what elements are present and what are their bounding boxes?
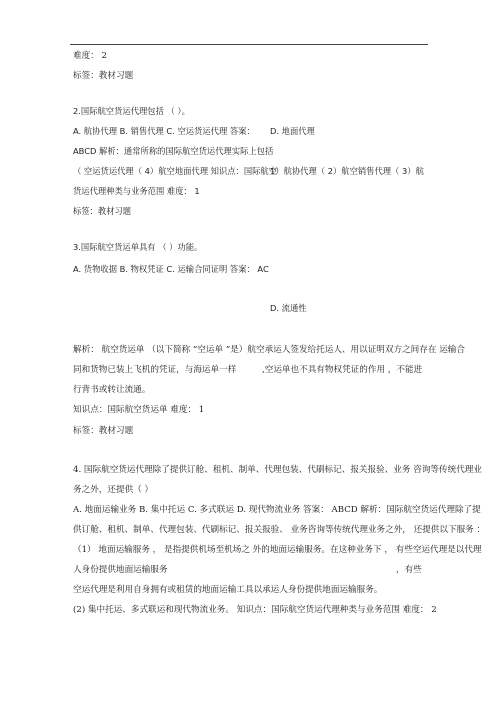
q3-explanation-line-3: 行背书或转让流通。 bbox=[73, 385, 151, 395]
q2-tag: 标签：教材习题 bbox=[73, 206, 132, 216]
q2-answer-line-1: ABCD 解析：通常所称的国际航空货运代理实际上包括 bbox=[73, 146, 274, 156]
q4-line-7: 空运代理是利用自身拥有或租赁的地面运输工具以承运人身份提供地面运输服务。 bbox=[73, 585, 383, 595]
q4-line-2: 务之外，还提供（ ） bbox=[73, 485, 154, 495]
q2-options: A. 航协代理 B. 销售代理 C. 空运货运代理 答案： bbox=[73, 126, 255, 136]
q4-line-5: （1） 地面运输服务 ， 是指提供机场至机场之 外的地面运输服务。在这种业务下 ， 有些空运代理是以代理 bbox=[73, 545, 482, 555]
q3-knowledge-point: 知识点：国际航空货运单 难度： 1 bbox=[73, 405, 205, 415]
q3-options: A. 货物收据 B. 物权凭证 C. 运输合同证明 答案： AC bbox=[73, 264, 269, 274]
difficulty-line: 难度： 2 bbox=[73, 51, 107, 61]
q4-line-6: 人身份提供地面运输服务 bbox=[73, 565, 168, 575]
top-rule bbox=[70, 44, 428, 45]
q3-stem: 3.国际航空货运单具有 （ ）功能。 bbox=[73, 242, 203, 252]
q2-answer-line-3: 货运代理种类与业务范围 难度： 1 bbox=[73, 186, 200, 196]
q3-explanation-line-1: 解析： 航空货运单 （以下简称 “空运单 ”是）航空承运人签发给托运人、用以证明双方之间存在 运输合 bbox=[73, 345, 465, 355]
q4-line-6-right: ，有些 bbox=[396, 565, 422, 575]
q4-line-4: 供订舱、租机、制单、代理包装、代刷标记、报关报验、 业务咨询等传统代理业务之外， 还提供以下服务 ： bbox=[73, 525, 486, 535]
q3-option-d: D. 流通性 bbox=[270, 303, 307, 313]
q2-answer-line-2: （ 空运货运代理（ 4）航空地面代理 知识点：国际航空 bbox=[73, 166, 278, 176]
q2-option-d: D. 地面代理 bbox=[270, 126, 315, 136]
q4-line-8: (2) 集中托运、多式联运和现代物流业务。 知识点：国际航空货运代理种类与业务范围 难度： 2 bbox=[73, 605, 437, 615]
tag-line: 标签：教材习题 bbox=[73, 71, 134, 81]
q3-tag: 标签：教材习题 bbox=[73, 426, 134, 436]
q4-line-3: A. 地面运输业务 B. 集中托运 C. 多式联运 D. 现代物流业务 答案： ABCD 解析：国际航空货运代理除了提 bbox=[73, 505, 481, 515]
q2-answer-line-2-right: 1）航协代理（ 2）航空销售代理（ 3）航 bbox=[270, 166, 424, 176]
q3-explanation-line-2: 同和货物已装上飞机的凭证，与海运单一样 bbox=[73, 365, 237, 375]
q3-explanation-line-2-right: ,空运单也不具有物权凭证的作用 ，不能进 bbox=[262, 365, 423, 375]
q4-line-1: 4. 国际航空货运代理除了提供订舱、租机、制单、代理包装、代刷标记、报关报验、业务 咨询等传统代理业 bbox=[73, 465, 482, 475]
q2-stem: 2.国际航空货运代理包括 （ ）。 bbox=[73, 106, 190, 116]
